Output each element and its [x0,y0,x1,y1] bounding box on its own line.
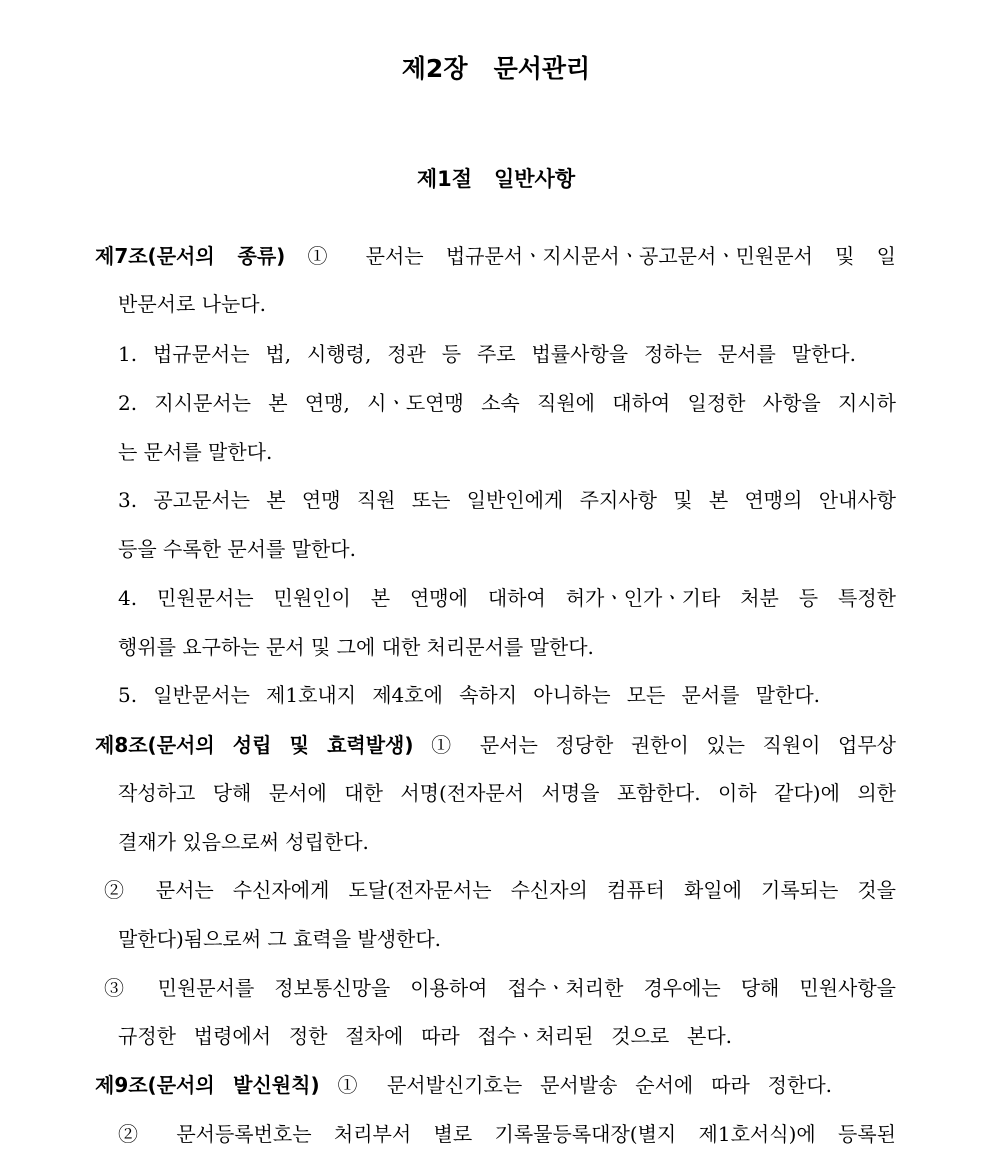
article-8-para-3-line-1: ③ 민원문서를 정보통신망을 이용하여 접수ㆍ처리한 경우에는 당해 민원사항을 [104,976,896,1000]
article-8-para-1: ① 문서는 정당한 권한이 있는 직원이 업무상 [431,733,897,757]
article-7-para-1: ① 문서는 법규문서ㆍ지시문서ㆍ공고문서ㆍ민원문서 및 일 [307,244,896,268]
article-7-line-2: 반문서로 나눈다. [118,292,266,316]
chapter-title: 제2장 문서관리 [401,54,591,83]
article-9-para-2-line-1: ② 문서등록번호는 처리부서 별로 기록물등록대장(별지 제1호서식)에 등록된 [118,1122,896,1146]
article-7-item-2-line-1: 2. 지시문서는 본 연맹, 시ㆍ도연맹 소속 직원에 대하여 일정한 사항을 지시하 [118,391,896,415]
article-7-item-1: 1. 법규문서는 법, 시행령, 정관 등 주로 법률사항을 정하는 문서를 말한다. [118,342,856,366]
article-8-heading: 제8조(문서의 성립 및 효력발생) [95,733,414,757]
article-8-line-1 [95,731,896,759]
article-9-para-1: ① 문서발신기호는 문서발송 순서에 따라 정한다. [337,1073,832,1097]
article-7-item-3-line-2: 등을 수록한 문서를 말한다. [118,537,356,561]
article-8-para-3-line-2: 규정한 법령에서 정한 절차에 따라 접수ㆍ처리된 것으로 본다. [118,1024,732,1048]
article-7-heading: 제7조(문서의 종류) [95,244,286,268]
article-8-line-2: 작성하고 당해 문서에 대한 서명(전자문서 서명을 포함한다. 이하 같다)에 의한 [118,781,896,805]
article-8-para-2-line-1: ② 문서는 수신자에게 도달(전자문서는 수신자의 컴퓨터 화일에 기록되는 것을 [104,878,896,902]
article-7-item-2-line-2: 는 문서를 말한다. [118,440,273,464]
article-8-line-3: 결재가 있음으로써 성립한다. [118,830,369,854]
article-9-line-1 [95,1071,832,1099]
article-7-item-5: 5. 일반문서는 제1호내지 제4호에 속하지 아니하는 모든 문서를 말한다. [118,683,820,707]
article-7-item-4-line-2: 행위를 요구하는 문서 및 그에 대한 처리문서를 말한다. [118,635,594,659]
article-8-para-2-line-2: 말한다)됨으로써 그 효력을 발생한다. [118,927,442,951]
section-title: 제1절 일반사항 [416,167,576,191]
article-7-item-4-line-1: 4. 민원문서는 민원인이 본 연맹에 대하여 허가ㆍ인가ㆍ기타 처분 등 특정한 [118,586,896,610]
article-7-item-3-line-1: 3. 공고문서는 본 연맹 직원 또는 일반인에게 주지사항 및 본 연맹의 안내사항 [118,488,896,512]
article-7-line-1 [95,242,896,270]
article-9-heading: 제9조(문서의 발신원칙) [95,1073,320,1097]
